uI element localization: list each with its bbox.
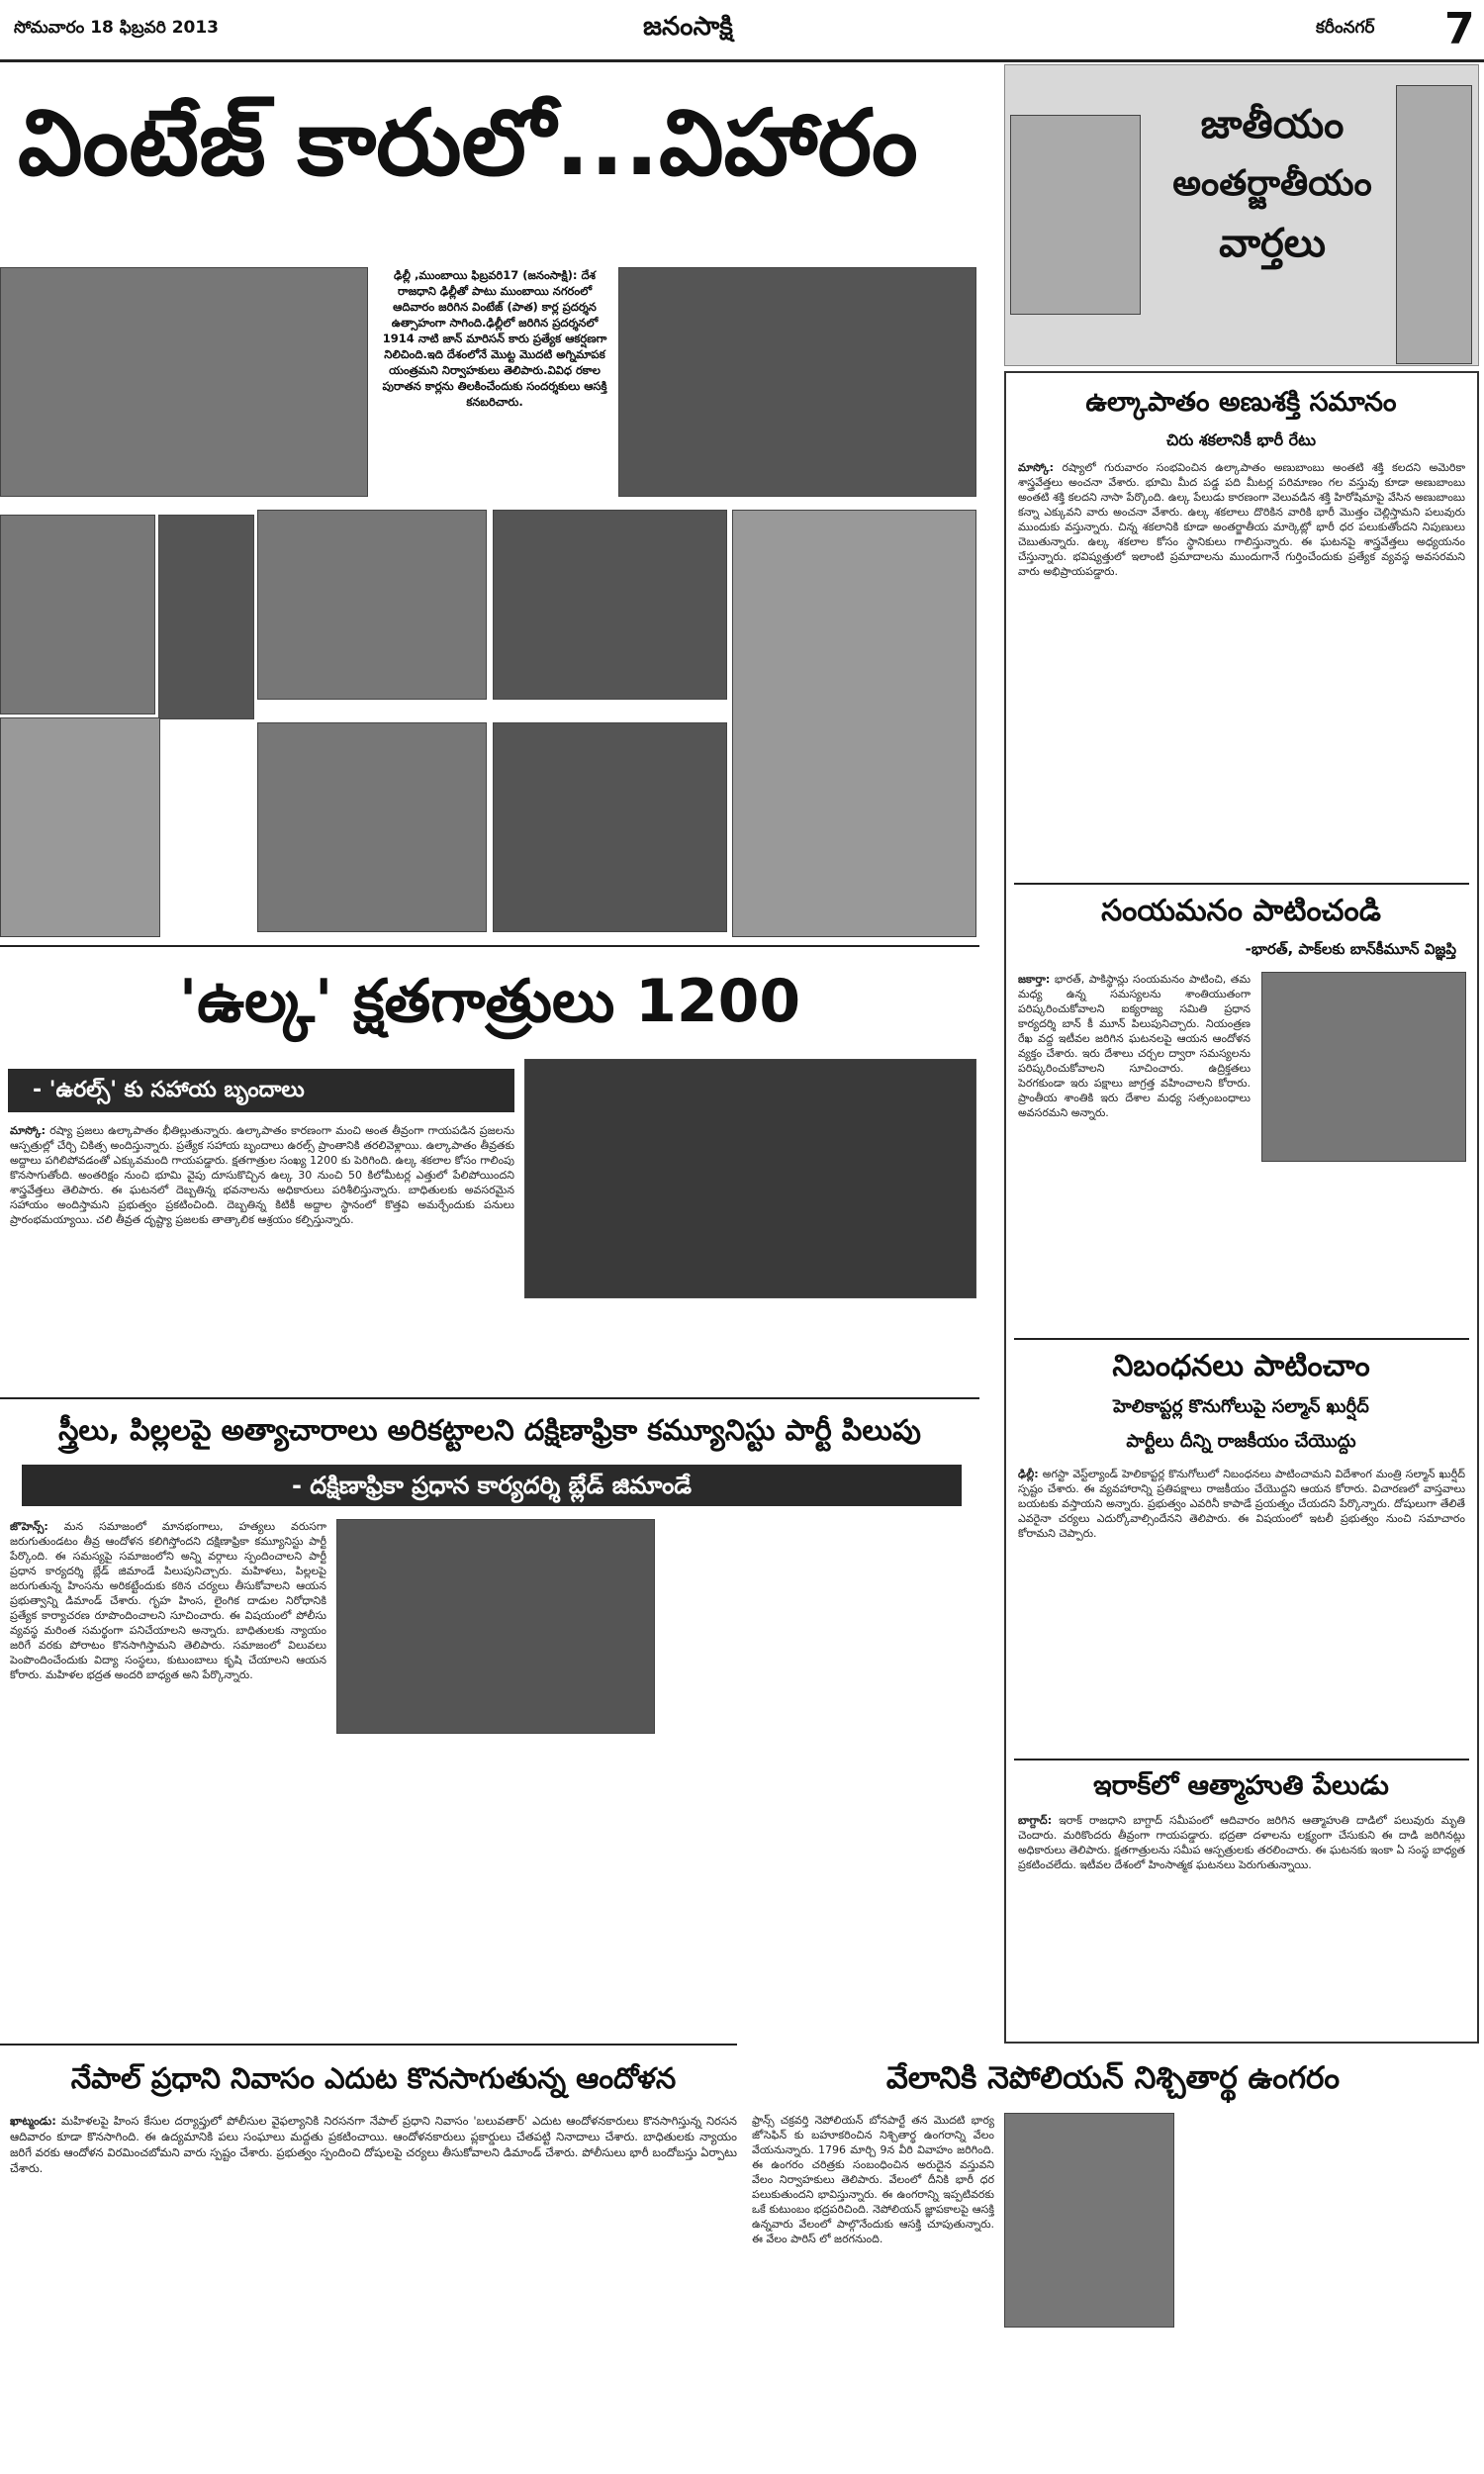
- nepal-body: మహిళలపై హింస కేసుల దర్యాప్తులో పోలీసుల వైఫల్యానికి నిరసనగా నేపాల్ ప్రధాని నివాసం 'బలువతార్' ఎదుట ఆందోళనకారులు కొనసాగిస్తున్న నిరసన ఆదివారం కూడా కొనసాగింది. ఈ ఉద్యమానికి పలు సంఘాలు మద్దతు ప్రకటించాయి. ఆందోళనకారులు ప్లకార్డులు చేతపట్టి నినాదాలు చేశారు. బాధితులకు న్యాయం జరిగే వరకు ఆందోళన విరమించబోమని వారు స్పష్టం చేశారు. ప్రభుత్వం స్పందించి దోషులపై చర్యలు తీసుకోవాలని డిమాండ్ చేశారు. పోలీసులు భారీ బందోబస్తు ఏర్పాటు చేశారు.: [10, 2114, 737, 2175]
- nepal-title: నేపాల్ ప్రధాని నివాసం ఎదుట కొనసాగుతున్న ఆందోళన: [70, 2061, 677, 2095]
- page-number: 7: [1444, 4, 1475, 54]
- restraint-body-block: [1018, 972, 1251, 1170]
- sidebar-news-box: [1004, 371, 1479, 2044]
- banner-line-national: జాతీయం: [1200, 102, 1345, 147]
- vintage-car-photo-7: [257, 722, 487, 932]
- iraq-title: ఇరాక్‌లో ఆత్మాహుతి పేలుడు: [1093, 1770, 1389, 1801]
- napoleon-body-col2: [1182, 2113, 1474, 2464]
- sa-body-col2: [336, 1742, 653, 2034]
- section-divider: [0, 945, 979, 947]
- rules-title: నిబంధనలు పాటించాం: [1112, 1349, 1370, 1383]
- meteor-energy-subtitle: చిరు శకలానికీ భారీ రేటు: [1166, 430, 1316, 449]
- banner-text: [1154, 95, 1391, 273]
- meteor-energy-title: ఉల్కాపాతం అణుశక్తి సమానం: [1085, 387, 1397, 418]
- iraq-body-block: [1018, 1813, 1465, 2031]
- rules-body-block: [1018, 1467, 1465, 1754]
- statue-of-liberty-image: [1396, 85, 1472, 364]
- issue-date: సోమవారం 18 ఫిబ్రవరి 2013: [14, 18, 220, 38]
- restraint-dateline: జకార్తా:: [1018, 973, 1051, 986]
- sa-dateline: జొహెన్స్:: [10, 1520, 48, 1533]
- nepal-dateline: ఖాట్మండు:: [10, 2114, 56, 2128]
- rules-subtitle-2: పార్టీలు దీన్ని రాజకీయం చేయొద్దు: [1126, 1431, 1356, 1452]
- section-divider: [0, 1397, 979, 1399]
- napoleon-portrait: [1004, 2113, 1174, 2328]
- meteor-subtitle-banner: - 'ఉరల్స్' కు సహాయ బృందాలు: [8, 1069, 514, 1112]
- ban-ki-moon-photo: [1261, 972, 1466, 1162]
- sa-body-col1: [10, 1519, 326, 2034]
- rules-body: అగస్టా వెస్ట్‌ల్యాండ్ హెలికాప్టర్ల కొనుగోలులో నిబంధనలు పాటించామని విదేశాంగ మంత్రి సల్మాన్ ఖుర్షీద్ స్పష్టం చేశారు. ఈ వ్యవహారాన్ని ప్రతిపక్షాలు రాజకీయం చేయొద్దని ఆయన కోరారు. విచారణలో వాస్తవాలు బయటకు వస్తాయని అన్నారు. ప్రభుత్వం ఎవరినీ కాపాడే ప్రయత్నం చేయదని పేర్కొన్నారు. దోషులుగా తేలితే ఎవరైనా చర్యలు ఎదుర్కోవాల్సిందేనని తెలిపారు. ఈ విషయంలో ఇటలీ ప్రభుత్వం నుంచి సమాచారం కోరామని చెప్పారు.: [1018, 1468, 1465, 1540]
- vintage-car-photo-1: [0, 267, 368, 497]
- meteor-dateline: మాస్కో:: [10, 1124, 46, 1137]
- sa-body-col3: [665, 1519, 976, 2034]
- iraq-body: ఇరాక్ రాజధాని బాగ్దాద్ సమీపంలో ఆదివారం జరిగిన ఆత్మాహుతి దాడిలో పలువురు మృతి చెందారు. మరికొందరు తీవ్రంగా గాయపడ్డారు. భద్రతా దళాలను లక్ష్యంగా చేసుకుని ఈ దాడి జరిగినట్లు అధికారులు తెలిపారు. క్షతగాత్రులను సమీప ఆస్పత్రులకు తరలించారు. ఈ ఘటనకు ఇంకా ఏ సంస్థ బాధ్యత ప్రకటించలేదు. ఇటీవల దేశంలో హింసాత్మక ఘటనలు పెరుగుతున్నాయి.: [1018, 1814, 1465, 1871]
- vintage-car-photo-2: [618, 267, 976, 497]
- meteor-title: 'ఉల్క' క్షతగాత్రులు 1200: [178, 967, 801, 1036]
- vintage-car-photo-4: [158, 515, 254, 719]
- section-divider: [0, 2044, 737, 2046]
- restraint-body: భారత్, పాకిస్థాన్లు సంయమనం పాటించి, తమ మధ్య ఉన్న సమస్యలను శాంతియుతంగా పరిష్కరించుకోవాలని ఐక్యరాజ్య సమితి ప్రధాన కార్యదర్శి బాన్ కీ మూన్ పిలుపునిచ్చారు. నియంత్రణ రేఖ వద్ద ఇటీవల జరిగిన ఘటనలపై ఆయన ఆందోళన వ్యక్తం చేశారు. ఇరు దేశాలు చర్చల ద్వారా సమస్యలను పరిష్కరించుకోవాలని సూచించారు. ఉద్రిక్తతలు పెరగకుండా ఇరు పక్షాలు జాగ్రత్త వహించాలని కోరారు. ప్రాంతీయ శాంతికి ఇరు దేశాల మధ్య సత్సంబంధాలు అవసరమని అన్నారు.: [1018, 973, 1251, 1119]
- vintage-car-photo-3: [0, 515, 155, 714]
- vintage-title: వింటేజ్ కారులో...విహారం: [18, 90, 918, 196]
- bubble-car-photo: [0, 717, 160, 937]
- national-international-banner: [1004, 64, 1479, 366]
- sa-title: స్త్రీలు, పిల్లలపై అత్యాచారాలు అరికట్టాలని దక్షిణాఫ్రికా కమ్యూనిస్టు పార్టీ పిలుపు: [58, 1413, 921, 1447]
- iraq-dateline: బాగ్దాద్:: [1018, 1814, 1053, 1827]
- meteor-energy-dateline: మాస్కో:: [1018, 461, 1055, 474]
- vintage-car-photo-8: [493, 722, 727, 932]
- meteor-body-col2: [524, 1306, 974, 1390]
- banner-line-news: వార్తలు: [1219, 221, 1326, 266]
- nepal-body-block: [10, 2113, 737, 2464]
- restraint-subtitle: -భారత్, పాక్‌లకు బాన్‌కీమూన్ విజ్ఞప్తి: [1245, 940, 1456, 958]
- sa-subtitle-banner: - దక్షిణాఫ్రికా ప్రధాన కార్యదర్శి బ్లేడ్ జిమాండే: [22, 1465, 962, 1506]
- sa-body: మన సమాజంలో మానభంగాలు, హత్యలు వరుసగా జరుగుతుండటం తీవ్ర ఆందోళన కలిగిస్తోందని దక్షిణాఫ్రికా కమ్యూనిస్టు పార్టీ పేర్కొంది. ఈ సమస్యపై సమాజంలోని అన్ని వర్గాలు స్పందించాలని పార్టీ ప్రధాన కార్యదర్శి బ్లేడ్ జిమాండే పిలుపునిచ్చారు. మహిళలు, పిల్లలపై జరుగుతున్న హింసను అరికట్టేందుకు కఠిన చర్యలు తీసుకోవాలని ఆయన ప్రభుత్వాన్ని డిమాండ్ చేశారు. గృహ హింస, లైంగిక దాడుల నిరోధానికి ప్రత్యేక కార్యాచరణ రూపొందించాలని సూచించారు. ఈ విషయంలో పోలీసు వ్యవస్థ మరింత సమర్థంగా పనిచేయాలని అన్నారు. బాధితులకు న్యాయం జరిగే వరకు పోరాటం కొనసాగిస్తామని తెలిపారు. సమాజంలో విలువలు పెంపొందించేందుకు విద్యా సంస్థలు, కుటుంబాలు కృషి చేయాలని ఆయన కోరారు. మహిళల భద్రత అందరి బాధ్యత అని పేర్కొన్నారు.: [10, 1520, 326, 1681]
- rules-subtitle-1: హెలికాప్టర్ల కొనుగోలుపై సల్మాన్ ఖుర్షీద్: [1113, 1396, 1369, 1417]
- meteor-energy-body-block: [1018, 460, 1465, 876]
- page-header: [0, 0, 1484, 62]
- masthead-logo: జనంసాక్షి: [643, 12, 733, 42]
- meteor-sky-photo: [524, 1059, 976, 1298]
- edition-name: కరీంనగర్: [1316, 18, 1375, 38]
- meteor-body: రష్యా ప్రజలు ఉల్కాపాతం భీతిల్లుతున్నారు. ఉల్కాపాతం కారణంగా మంచి అంత తీవ్రంగా గాయపడిన ప్రజలను ఆస్పత్రుల్లో చేర్చి చికిత్స అందిస్తున్నారు. ప్రత్యేక సహాయ బృందాలు ఉరల్స్ ప్రాంతానికి తరలివెళ్లాయి. ఉల్కాపాతం తీవ్రతకు అద్దాలు పగిలిపోవడంతో ఎక్కువమంది గాయపడ్డారు. క్షతగాత్రుల సంఖ్య 1200 కు పెరిగింది. ఉల్క శకలాల కోసం గాలింపు కొనసాగుతోంది. అంతరిక్షం నుంచి భూమి వైపు దూసుకొచ్చిన ఉల్క 30 నుంచి 50 కిలోమీటర్ల ఎత్తులో పేలిపోయిందని శాస్త్రవేత్తలు తెలిపారు. ఈ ఘటనలో దెబ్బతిన్న భవనాలను అధికారులు పరిశీలిస్తున్నారు. బాధితులకు అవసరమైన సహాయం అందిస్తామని ప్రభుత్వం ప్రకటించింది. దెబ్బతిన్న కిటికీ అద్దాల స్థానంలో కొత్తవి అమర్చేందుకు పనులు ప్రారంభమయ్యాయి. చలి తీవ్రత దృష్ట్యా ప్రజలకు తాత్కాలిక ఆశ్రయం కల్పిస్తున్నారు.: [10, 1124, 514, 1226]
- blade-nzimande-photo: [336, 1519, 655, 1734]
- meteor-energy-body: రష్యాలో గురువారం సంభవించిన ఉల్కాపాతం అణుబాంబు అంతటి శక్తి కలదని అమెరికా శాస్త్రవేత్తలు అంచనా వేశారు. భూమి మీద పడ్డ పది మీటర్ల పరిమాణం గల వస్తువు కూడా అణుబాంబు అంతటి శక్తి కలదని నాసా పేర్కొంది. ఉల్క పేలుడు కారణంగా వెలువడిన శక్తి హిరోషిమాపై వేసిన అణుబాంబు కన్నా ఎక్కువని వారు అంచనా వేశారు. ఉల్క శకలాలు దొరికిన వారికి భారీ మొత్తం చెల్లిస్తామని పలువురు ముందుకు వస్తున్నారు. చిన్న శకలానికి కూడా అంతర్జాతీయ మార్కెట్లో భారీ ధర పలుకుతోందని నిపుణులు చెబుతున్నారు. ఉల్క శకలాల కోసం స్థానికులు గాలిస్తున్నారు. ఈ ఘటనపై శాస్త్రవేత్తలు అధ్యయనం చేస్తున్నారు. భవిష్యత్తులో ఇలాంటి ప్రమాదాలను ముందుగానే గుర్తించేందుకు ప్రత్యేక వ్యవస్థ అవసరమని వారు అభిప్రాయపడ్డారు.: [1018, 461, 1465, 578]
- section-divider: [1014, 1338, 1469, 1340]
- restraint-title: సంయమనం పాటించండి: [1101, 894, 1381, 928]
- vintage-car-photo-5: [257, 510, 487, 700]
- vintage-caption: ఢిల్లీ ,ముంబాయి ఫిబ్రవరి17 (జనంసాక్షి): దేశ రాజధాని ఢిల్లీతో పాటు ముంబాయి నగరంలో ఆదివారం జరిగిన వింటేజ్ (పాత) కార్ల ప్రదర్శన ఉత్సాహంగా సాగింది.ఢిల్లీలో జరిగిన ప్రదర్శనలో 1914 నాటి జాన్ మారిసన్ కారు ప్రత్యేక ఆకర్షణగా నిలిచింది.ఇది దేశంలోనే మొట్ట మొదటి అగ్నిమాపక యంత్రమని నిర్వాహకులు తెలిపారు.వివిధ రకాల పురాతన కార్లను తిలకించేందుకు సందర్శకులు ఆసక్తి కనబరిచారు.: [382, 268, 607, 409]
- napoleon-body: ఫ్రాన్స్ చక్రవర్తి నెపోలియన్ బోనపార్టే తన మొదటి భార్య జోసెఫిన్ కు బహూకరించిన నిశ్చితార్థ ఉంగరాన్ని వేలం వేయనున్నారు. 1796 మార్చి 9న వీరి వివాహం జరిగింది. ఈ ఉంగరం చరిత్రకు సంబంధించిన అరుదైన వస్తువని వేలం నిర్వాహకులు తెలిపారు. వేలంలో దీనికి భారీ ధర పలుకుతుందని భావిస్తున్నారు. ఈ ఉంగరాన్ని ఇప్పటివరకు ఒకే కుటుంబం భద్రపరిచింది. నెపోలియన్ జ్ఞాపకాలపై ఆసక్తి ఉన్నవారు వేలంలో పాల్గొనేందుకు ఆసక్తి చూపుతున్నారు. ఈ వేలం పారిస్ లో జరగనుంది.: [752, 2114, 994, 2245]
- vintage-car-photo-6: [493, 510, 727, 700]
- section-divider: [1014, 883, 1469, 885]
- restraint-body-cont: [1018, 1175, 1465, 1333]
- india-gate-image: [1010, 115, 1141, 315]
- rules-dateline: ఢిల్లీ:: [1018, 1468, 1039, 1480]
- banner-line-international: అంతర్జాతీయం: [1172, 163, 1372, 204]
- section-divider: [1014, 1759, 1469, 1760]
- napoleon-body-col1: [752, 2113, 994, 2464]
- meteor-body-col1: [10, 1123, 514, 1390]
- napoleon-title: వేలానికి నెపోలియన్ నిశ్చితార్థ ఉంగరం: [885, 2060, 1341, 2096]
- vintage-rally-road-photo: [732, 510, 976, 937]
